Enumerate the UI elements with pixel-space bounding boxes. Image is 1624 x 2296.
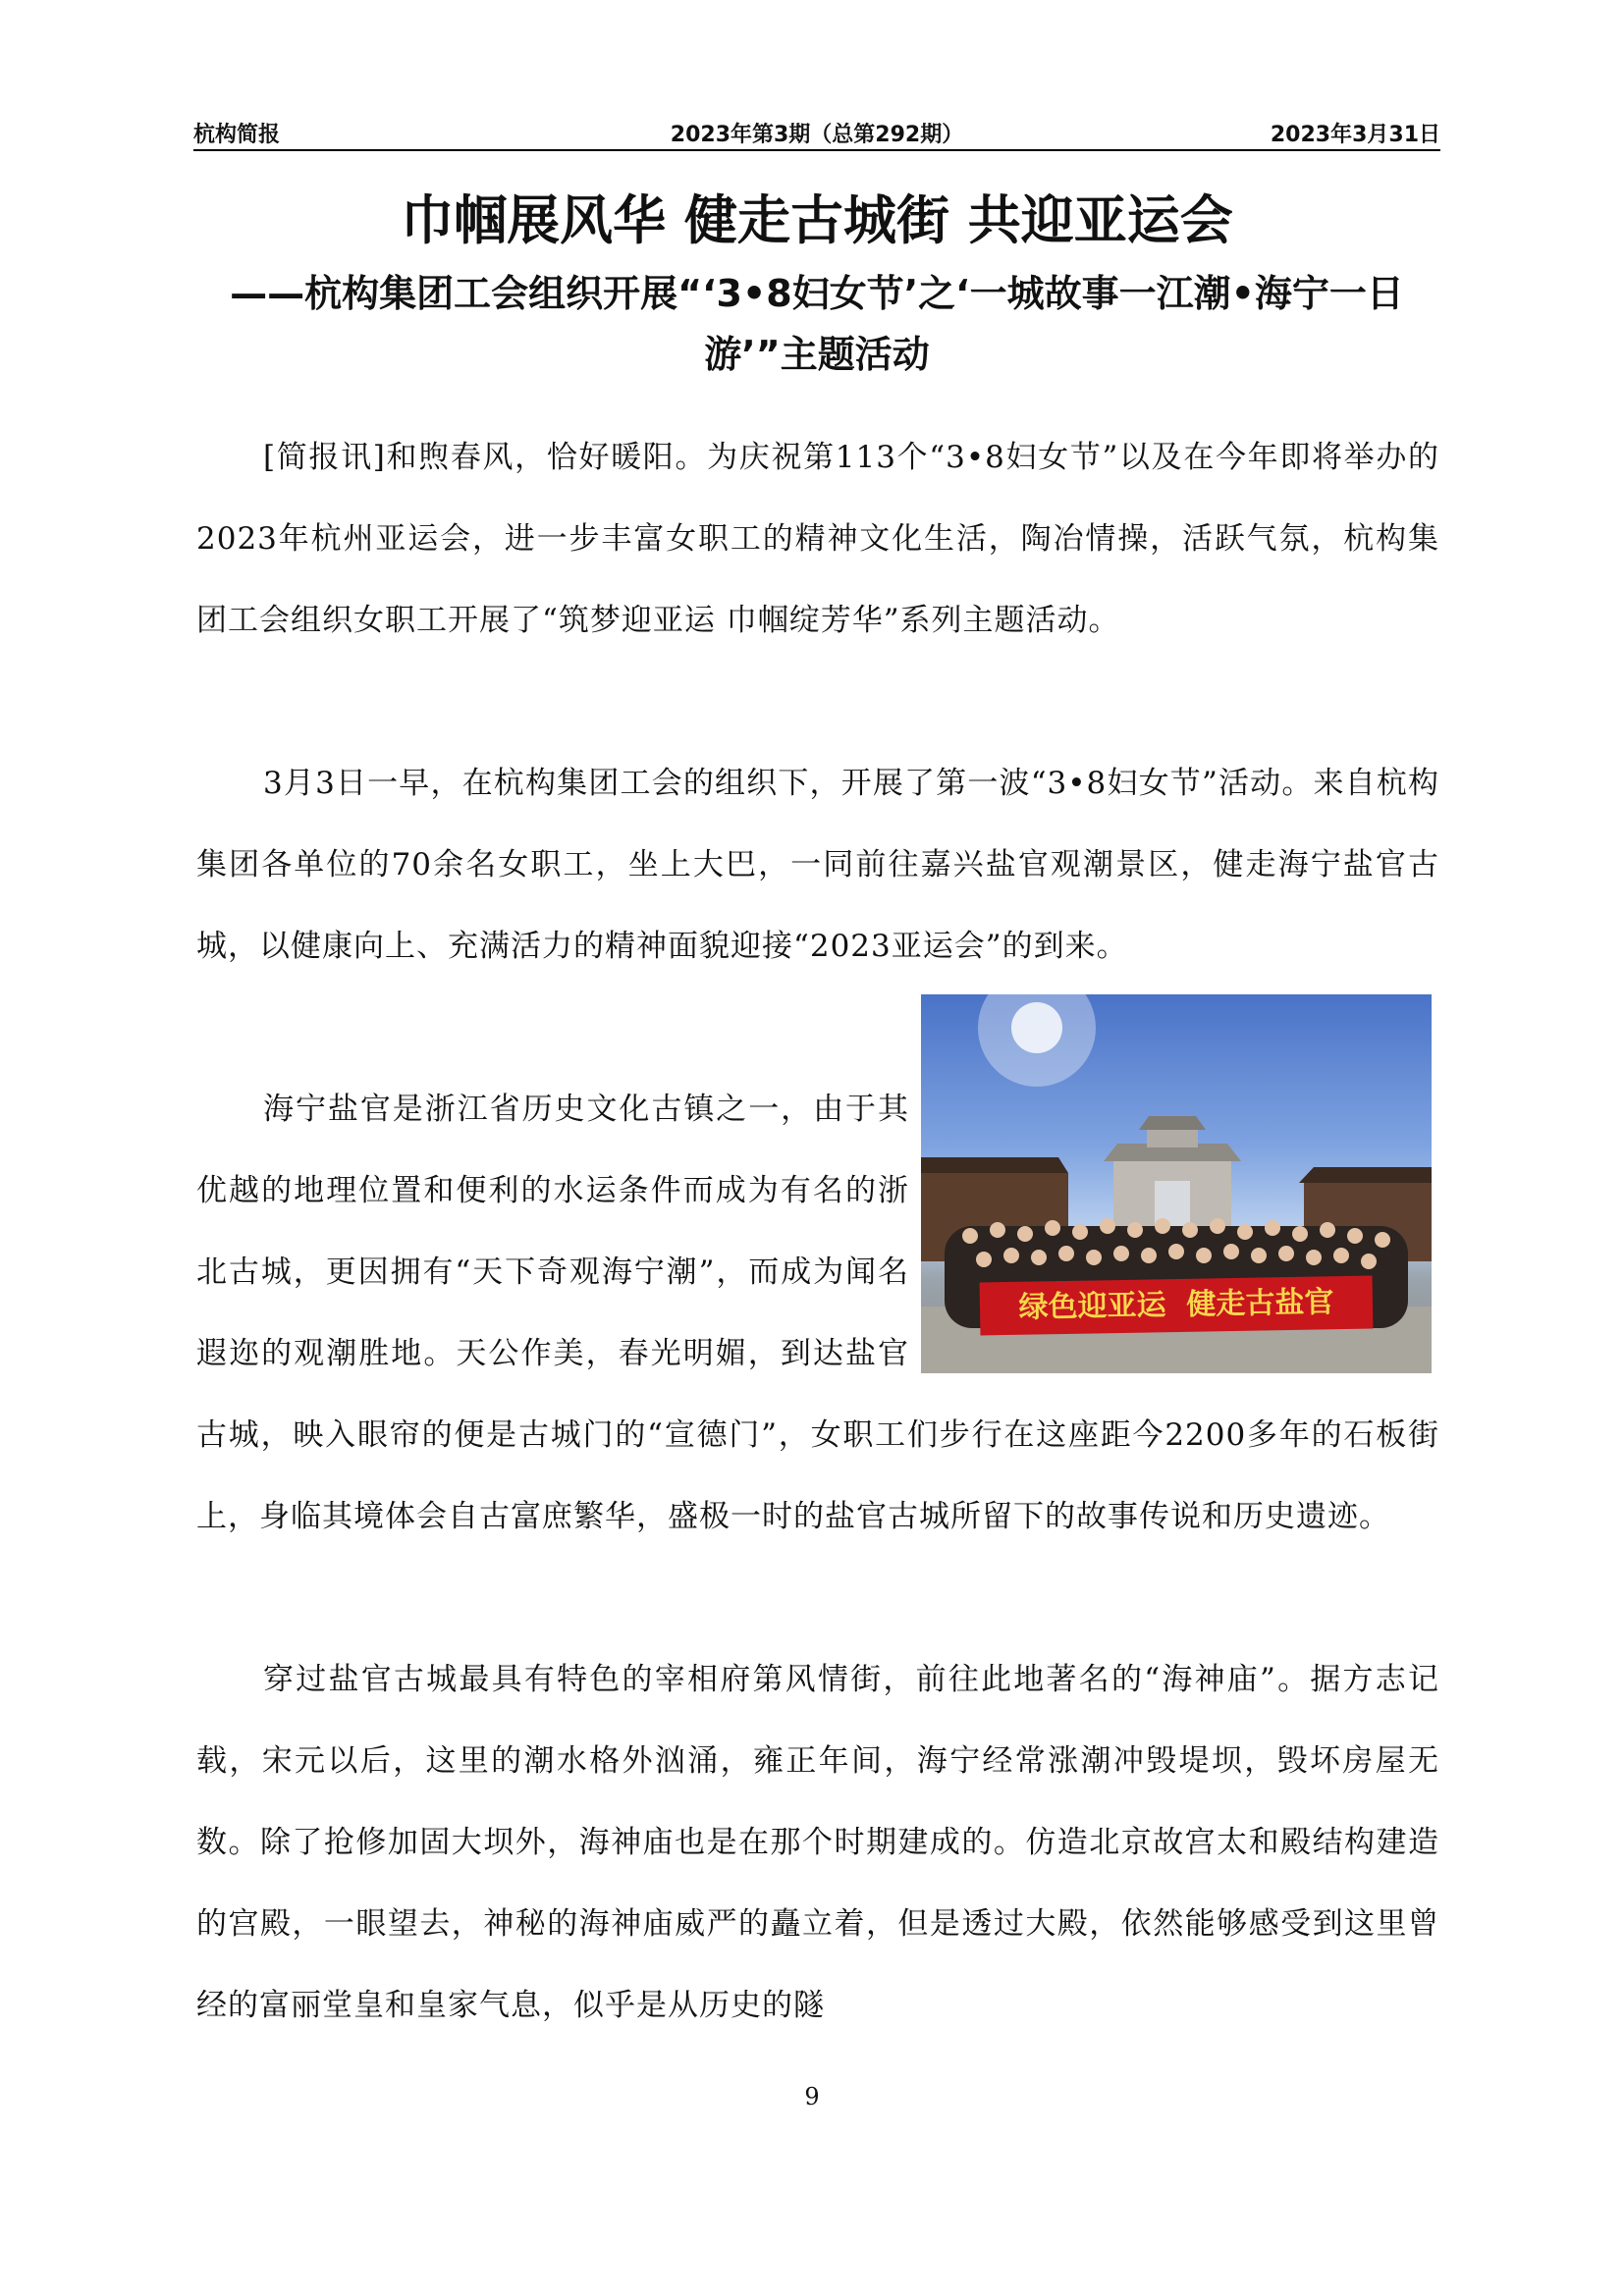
group-photo-banner: 绿色迎亚运 健走古盐官	[980, 1276, 1374, 1336]
article-title: 巾帼展风华 健走古城街 共迎亚运会	[401, 189, 1233, 251]
paragraph-3-text: 海宁盐官是浙江省历史文化古镇之一，由于其优越的地理位置和便利的水运条件而成为有名的浙北古城，更因拥有“天下奇观海宁潮”，而成为闻名遐迩的观潮胜地。天公作美，春光明媚，到达盐官古城，映入眼帘的便是古城门的“宣德门”，女职工们步行在这座距今2200多年的石板街上，身临其境体会自古富庶繁华，盛极一时的盐官古城所留下的故事传说和历史遗迹。	[196, 1092, 1439, 1534]
page-number: 9	[804, 2083, 820, 2110]
header-issue: 2023年第3期（总第292期）	[670, 123, 964, 147]
header-date: 2023年3月31日	[1270, 123, 1440, 147]
article-subtitle: ——杭构集团工会组织开展“‘3•8妇女节’之‘一城故事一江潮•海宁一日游’”主题活动	[230, 272, 1404, 376]
paragraph-2: 3月3日一早，在杭构集团工会的组织下，开展了第一波“3•8妇女节”活动。来自杭构集团各单位的70余名女职工，坐上大巴，一同前往嘉兴盐官观潮景区，健走海宁盐官古城，以健康向上、充满活力的精神面貌迎接“2023亚运会”的到来。	[196, 766, 1439, 964]
page-header	[193, 116, 1440, 151]
header-publication: 杭构简报	[193, 123, 281, 147]
paragraph-4: 穿过盐官古城最具有特色的宰相府第风情街，前往此地著名的“海神庙”。据方志记载，宋元以后，这里的潮水格外汹涌，雍正年间，海宁经常涨潮冲毁堤坝，毁坏房屋无数。除了抢修加固大坝外，海神庙也是在那个时期建成的。仿造北京故宫太和殿结构建造的宫殿，一眼望去，神秘的海神庙威严的矗立着，但是透过大殿，依然能够感受到这里曾经的富丽堂皇和皇家气息，似乎是从历史的隧	[196, 1662, 1439, 2023]
group-photo	[921, 994, 1432, 1373]
paragraph-1: [简报讯]和煦春风，恰好暖阳。为庆祝第113个“3•8妇女节”以及在今年即将举办的2023年杭州亚运会，进一步丰富女职工的精神文化生活，陶冶情操，活跃气氛，杭构集团工会组织女职工开展了“筑梦迎亚运 巾帼绽芳华”系列主题活动。	[196, 440, 1439, 638]
